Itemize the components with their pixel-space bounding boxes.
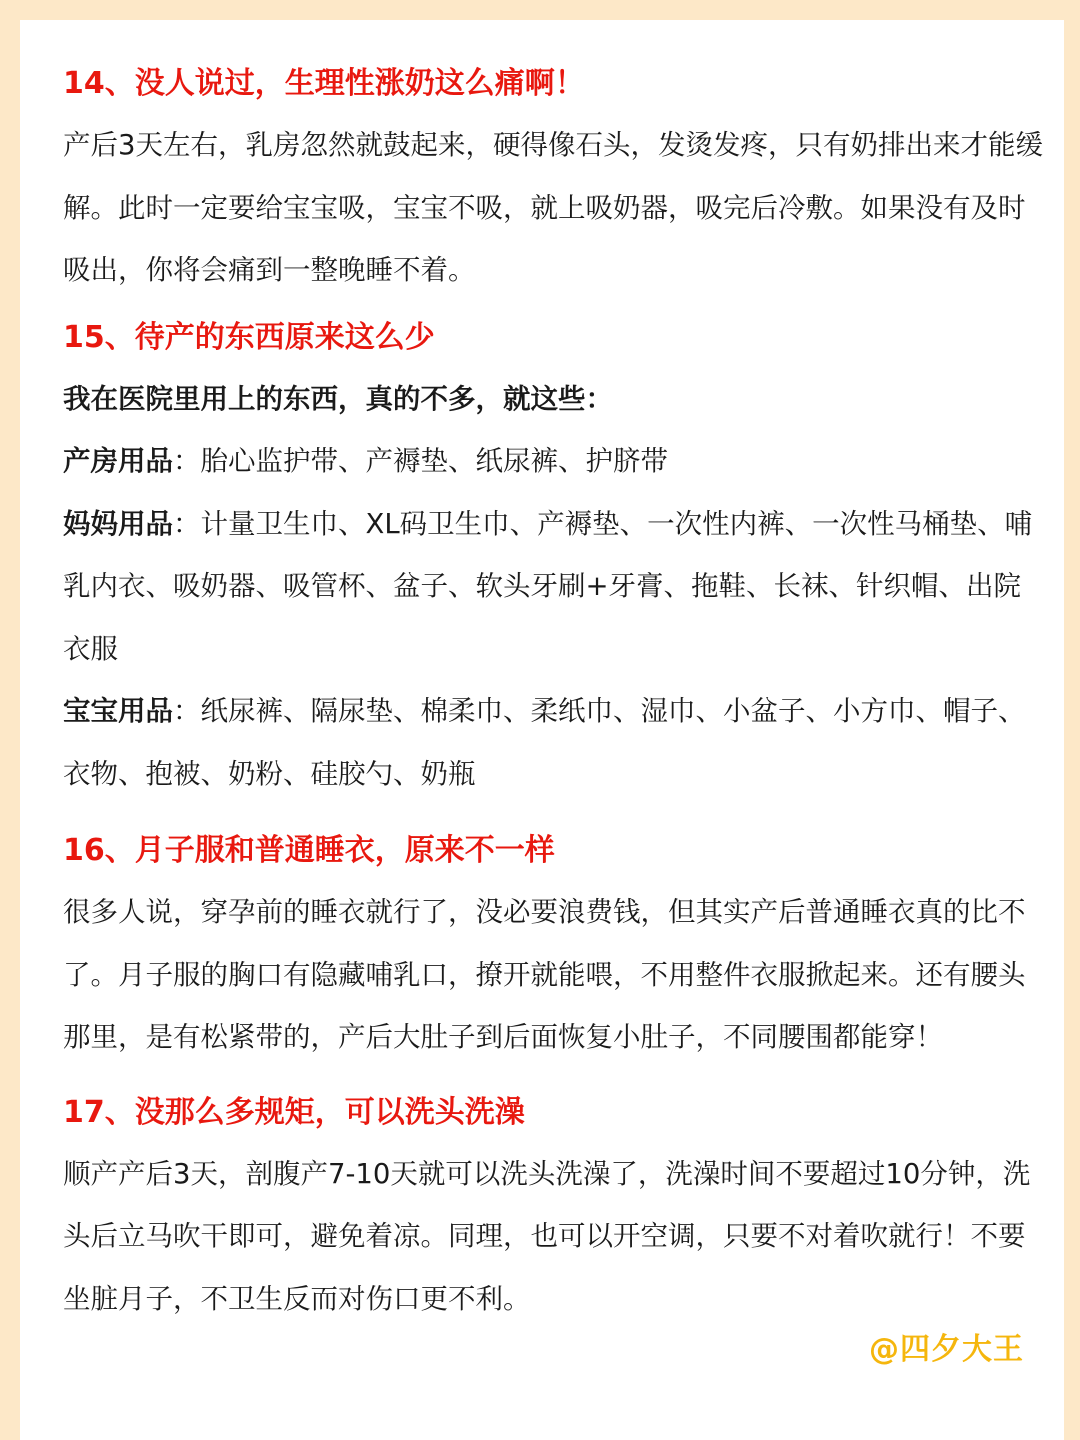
section-16-heading: 16、月子服和普通睡衣，原来不一样 xyxy=(63,833,555,868)
section-16-paragraph: 很多人说，穿孕前的睡衣就行了，没必要浪费钱，但其实产后普通睡衣真的比不了。月子服的胸口有隐藏哺乳口，撩开就能喂，不用整件衣服掀起来。还有腰头那里，是有松紧带的，产后大肚子到后面恢复小肚子，不同腰围都能穿！ xyxy=(63,896,1026,1053)
list-items: 计量卫生巾、XL码卫生巾、产褥垫、一次性内裤、一次性马桶垫、哺乳内衣、吸奶器、吸管杯、盆子、软头牙刷+牙膏、拖鞋、长袜、针织帽、出院衣服 xyxy=(63,507,1033,665)
section-15-lead: 我在医院里用上的东西，真的不多，就这些： xyxy=(63,382,613,415)
list-delivery-room xyxy=(63,430,1043,493)
list-label: 宝宝用品 xyxy=(63,695,173,727)
author-watermark: @四夕大王 xyxy=(869,1332,1024,1367)
list-separator: ： xyxy=(173,507,201,540)
list-mom xyxy=(63,493,1043,681)
list-label: 妈妈用品 xyxy=(63,507,173,540)
section-15-heading: 15、待产的东西原来这么少 xyxy=(63,319,435,355)
list-separator: ： xyxy=(173,445,201,477)
list-baby xyxy=(63,680,1043,805)
list-label: 产房用品 xyxy=(63,445,173,477)
section-17-paragraph: 顺产产后3天，剖腹产7-10天就可以洗头洗澡了，洗澡时间不要超过10分钟，洗头后立马吹干即可，避免着凉。同理，也可以开空调，只要不对着吹就行！不要坐脏月子，不卫生反而对伤口更不利。 xyxy=(63,1157,1031,1315)
article-page xyxy=(20,20,1064,1440)
list-items: 纸尿裤、隔尿垫、棉柔巾、柔纸巾、湿巾、小盆子、小方巾、帽子、衣物、抱被、奶粉、硅胶勺、奶瓶 xyxy=(63,695,1026,790)
section-14-paragraph: 产后3天左右，乳房忽然就鼓起来，硬得像石头，发烫发疼，只有奶排出来才能缓解。此时一定要给宝宝吸，宝宝不吸，就上吸奶器，吸完后冷敷。如果没有及时吸出，你将会痛到一整晚睡不着。 xyxy=(63,129,1043,286)
section-17-heading: 17、没那么多规矩，可以洗头洗澡 xyxy=(63,1094,525,1130)
article-content xyxy=(63,60,1043,1330)
list-items: 胎心监护带、产褥垫、纸尿裤、护脐带 xyxy=(200,445,668,477)
list-separator: ： xyxy=(173,695,201,727)
section-14-heading: 14、没人说过，生理性涨奶这么痛啊！ xyxy=(63,66,585,101)
